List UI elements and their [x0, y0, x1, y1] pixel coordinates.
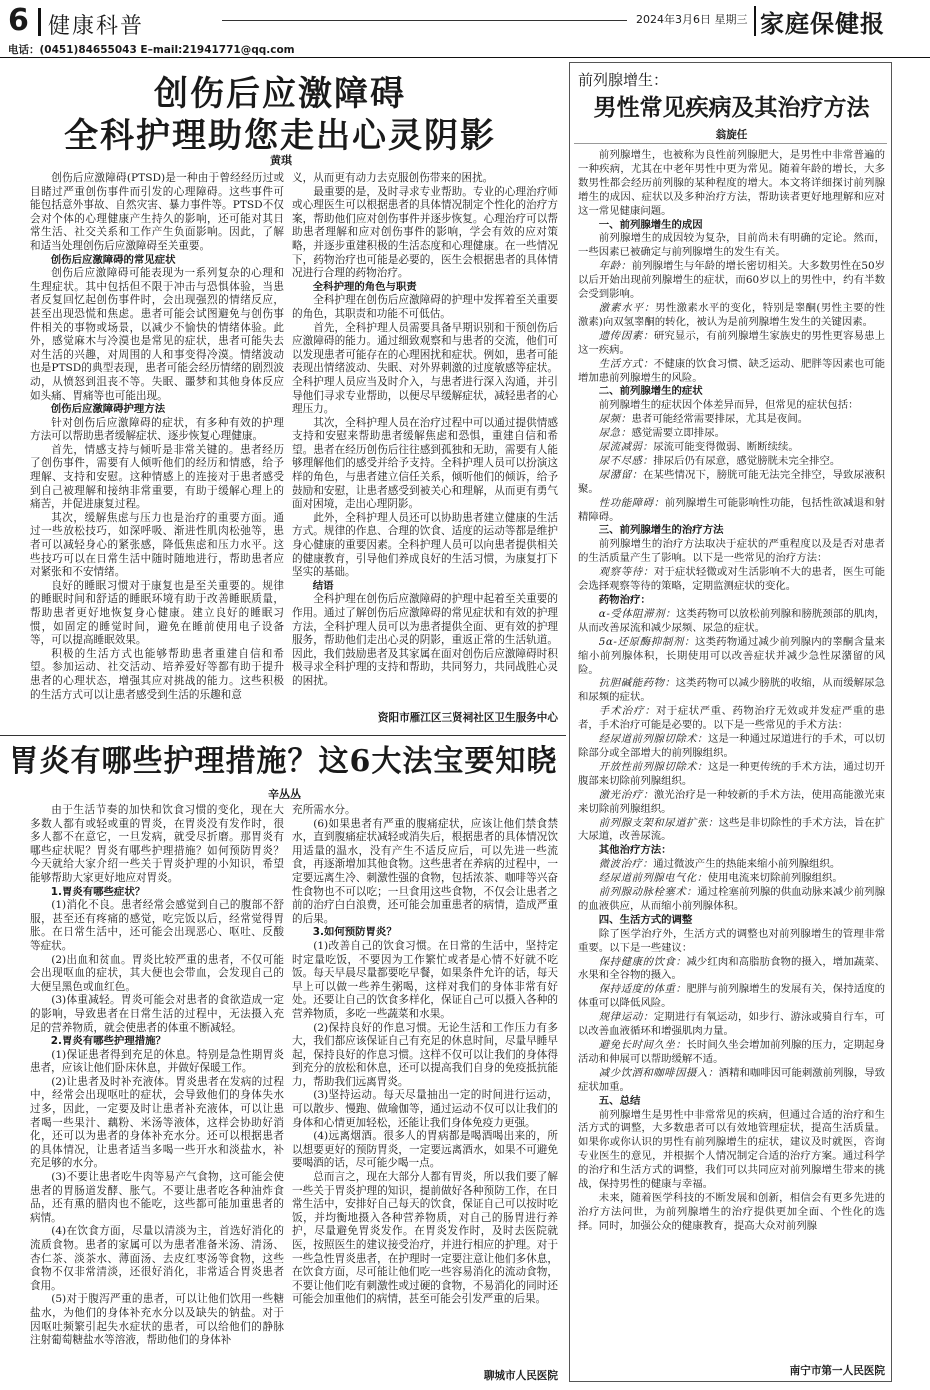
list-item: [578, 455, 885, 469]
list-item: [578, 886, 885, 914]
paragraph: 前列腺增生，也被称为良性前列腺肥大，是男性中非常普遍的一种疾病，尤其在中老年男性中更为常见。随着年龄的增长，大多数男性都会经历前列腺的某种程度的增大。本文将详细探讨前列腺增生的成因、症状以及多种治疗方法，帮助读者更好地理解和应对这一常见健康问题。: [578, 149, 885, 217]
list-item-term: 5α-还原酶抑制剂：: [598, 635, 696, 648]
list-item-text: 这类药物可以放松前列腺和膀胱颈部的肌肉，从而改善尿流和减少尿频、尿急的症状。: [578, 607, 885, 634]
paragraph: (1)改善自己的饮食习惯。在日常的生活中，坚持定时定量吃饭，不要因为工作繁忙或者是心情不好就不吃饭。每天早晨尽量都要吃早餐，如果条件允许的话，每天早上可以做一些养生粥喝，这样对我们的身体非常有好处。还要让自己的饮食多样化，保证自己可以摄入各种的营养物质，多吃一些蔬菜和水果。: [292, 939, 558, 1020]
paragraph: 首先，情感支持与倾听是非常关键的。患者经历了创伤事件，需要有人倾听他们的经历和情感，给予理解、支持和安慰。这种情感上的连接对于患者感受到自己被理解和接纳非常重要，有助于缓解心理上的痛苦，并促进康复过程。: [30, 443, 284, 511]
list-item-text: 对于症状严重、药物治疗无效或并发症严重的患者，手术治疗可能是必要的。以下是一些常见的手术方法：: [578, 705, 886, 732]
paragraph: (2)保持良好的作息习惯。无论生活和工作压力有多大，我们都应该保证自己有充足的休息时间，尽量早睡早起，保持良好的作息习惯。这样不仅可以让我们的身体得到充分的放松和休息，还可以提高我们自身的免疫抵抗能力，帮助我们远离胃炎。: [292, 1021, 558, 1088]
list-item-text: 通过微波产生的热能来缩小前列腺组织。: [653, 858, 841, 871]
article-prostate-rule: [574, 143, 887, 144]
section-heading: 1.胃炎有哪些症状？: [50, 885, 146, 898]
list-item-text: 激光治疗是一种较新的手术方法，使用高能激光束来切除前列腺组织。: [578, 788, 886, 815]
list-item: [578, 761, 885, 789]
article-gastritis-title: 胃炎有哪些护理措施？这6大法宝要知晓: [8, 744, 558, 779]
list-item: [578, 413, 885, 427]
list-item-text: 肥胖与前列腺增生的发展有关，保持适度的体重可以降低风险。: [578, 983, 886, 1010]
article-prostate-box: [569, 62, 892, 1382]
article-gastritis-column-2: [292, 804, 558, 1307]
section-heading: 四、生活方式的调整: [598, 913, 693, 926]
list-item-text: 研究显示，有前列腺增生家族史的男性更容易患上这一疾病。: [578, 329, 886, 356]
list-item-text: 前列腺增生与年龄的增长密切相关。大多数男性在50岁以后开始出现前列腺增生的症状，而60岁以上的男性中，约有半数会受到影响。: [578, 260, 885, 301]
paragraph: 充所需水分。: [292, 804, 356, 816]
list-item-term: 尿流减弱：: [598, 441, 654, 454]
header-rule: [222, 20, 627, 21]
paragraph: (4)远离烟酒。很多人的胃病都是喝酒喝出来的，所以想要更好的预防胃炎，一定要远离酒水，如果不可避免要喝酒的话，尽可能少喝一点。: [292, 1130, 558, 1170]
paragraph: 创伤后应激障碍可能表现为一系列复杂的心理和生理症状。其中包括但不限于冲击与恐惧体验，当患者反复回忆起创伤事件时，会出现强烈的情绪反应，甚至出现恐慌和焦虑。患者可能会试图避免与创伤事件相关的事物或场景，以减少不愉快的情绪体验。此外，感觉麻木与冷漠也是常见的症状，患者可能失去对生活的兴趣，对周围的人和事变得冷漠。情绪波动也是PTSD的典型表现，患者可能会经历情绪的剧烈波动，从愤怒到沮丧不等。失眠、噩梦和其他身体反应如头痛、胃痛等也可能出现。: [30, 267, 284, 402]
list-item-text: 使用电流来切除前列腺组织。: [707, 872, 843, 885]
list-item-term: 年龄：: [598, 260, 632, 273]
list-item: [578, 636, 885, 678]
list-item: [578, 566, 885, 594]
paragraph: 全科护理在创伤后应激障碍的护理中发挥着至关重要的角色，其职责和功能不可低估。: [292, 294, 558, 320]
contact-rule: [0, 57, 930, 58]
list-item-term: 手术治疗：: [598, 705, 656, 718]
subsection-heading: 药物治疗：: [598, 594, 651, 606]
paragraph: (3)不要让患者吃牛肉等易产气食物，这可能会使患者的胃肠道发酵、胀气。不要让患者吃各种油炸食品，还有熏的腊肉也不能吃，这些都可能加重患者的病情。: [30, 1171, 284, 1224]
article-divider: [0, 735, 566, 736]
paragraph: 全科护理在创伤后应激障碍的护理中起着至关重要的作用。通过了解创伤后应激障碍的常见症状和有效的护理方法，全科护理人员可以为患者提供全面、更有效的护理服务，帮助他们走出心灵的阴影，重返正常的生活轨道。因此，我们鼓励患者及其家属在面对创伤后应激障碍时积极寻求全科护理的支持和帮助，共同努力，共同战胜心灵的困扰。: [292, 593, 558, 687]
list-item-term: 尿不尽感：: [598, 454, 654, 467]
list-item-text: 这是一种通过尿道进行的手术，可以切除部分或全部增大的前列腺组织。: [578, 733, 886, 759]
list-item-term: 保持健康的饮食：: [598, 955, 687, 968]
paragraph: 其次，缓解焦虑与压力也是治疗的重要方面。通过一些放松技巧，如深呼吸、渐进性肌肉松弛等，患者可以减轻身心的紧张感，降低焦虑和压力水平。这些技巧可以在日常生活中随时随地进行，帮助患者应对紧张和不安情绪。: [30, 511, 284, 579]
list-item-term: 开放性前列腺切除术：: [598, 760, 708, 773]
paragraph: 总而言之，现在大部分人都有胃炎，所以我们要了解一些关于胃炎护理的知识，提前做好各种预防工作，在日常生活中，安排好自己每天的饮食，保证自己可以按时吃饭，并均衡地摄入各种营养物质，对自己的肠胃进行养护，尽量避免胃炎发作。在胃炎发作时，及时去医院就医，按照医生的建议接受治疗，并进行相应的护理。对于一些急性胃炎患者，在护理时一定要注意让他们多休息，在饮食方面，尽可能让他们吃一些容易消化的流动食物，不要让他们吃有刺激性或过硬的食物，不易消化的同时还可能会加重他们的病情，甚至可能会引发严重的后果。: [292, 1171, 558, 1306]
list-item-term: 规律运动：: [598, 1011, 654, 1024]
paragraph: 针对创伤后应激障碍的症状，有多种有效的护理方法可以帮助患者缓解症状、逐步恢复心理健康。: [30, 416, 284, 443]
list-item-text: 这类药物可以减少膀胱的收缩，从而缓解尿急和尿频的症状。: [578, 677, 886, 704]
list-item-term: 抗胆碱能药物：: [598, 677, 676, 690]
masthead: [0, 0, 930, 58]
list-item-term: 激素水平：: [598, 301, 656, 314]
list-item-term: 激光治疗：: [598, 788, 654, 801]
article-prostate-source: 南宁市第一人民医院: [789, 1365, 885, 1377]
list-item: [578, 302, 885, 330]
article-gastritis-column-1: [30, 804, 284, 1348]
article-ptsd-title-line2: 全科护理助您走出心灵阴影: [64, 116, 496, 156]
paragraph: (3)体重减轻。胃炎可能会对患者的食欲造成一定的影响，导致患者在日常生活的过程中，无法摄入充足的营养物质，就会使患者的体重不断减轻。: [30, 994, 284, 1034]
section-heading: 一、前列腺增生的成因: [598, 218, 703, 231]
list-item-text: 尿流可能变得微弱、断断续续。: [653, 441, 799, 454]
paper-name: 家庭保健报: [760, 10, 885, 38]
list-item: [578, 608, 885, 636]
paragraph: (1)保证患者得到充足的休息。特别是急性期胃炎患者，应该让他们卧床休息，并做好保暖工作。: [30, 1048, 284, 1075]
subsection-heading: 其他治疗方法：: [598, 844, 672, 857]
paragraph: (3)坚持运动。每天尽量抽出一定的时间进行运动，可以散步、慢跑、做瑜伽等，通过运动不仅可以让我们的身体和心情更加轻松，还能让我们身体免疫力更强。: [292, 1089, 558, 1129]
list-item-term: 经尿道前列腺切除术：: [598, 733, 708, 746]
list-item: [578, 705, 885, 733]
paragraph: 由于生活节奏的加快和饮食习惯的变化，现在大多数人都有或轻或重的胃炎，在胃炎没有发作时，很多人都不在意它，一旦发病，就受尽折磨。那胃炎有哪些症状呢？胃炎有哪些护理措施？如何预防胃炎？今天就给大家介绍一些关于胃炎护理的小知识，希望能够帮助大家更好地应对胃炎。: [30, 804, 284, 884]
paragraph: 除了医学治疗外，生活方式的调整也对前列腺增生的管理非常重要。以下是一些建议：: [578, 927, 885, 954]
paragraph: (5)对于腹泻严重的患者，可以让他们饮用一些糖盐水，为他们的身体补充水分以及缺失的钠盐。对于因呕吐频繁引起失水症状的患者，可以给他们的静脉注射葡萄糖盐水等溶液，帮助他们的身体补: [30, 1293, 284, 1347]
article-prostate-author: 翁旋任: [715, 129, 748, 141]
list-item: [578, 677, 885, 705]
list-item: [578, 358, 885, 386]
list-item-term: 遗传因素：: [598, 329, 654, 342]
article-ptsd-author: 黄琪: [270, 154, 292, 167]
paragraph: (6)如果患者有严重的腹痛症状，应该让他们禁食禁水，直到腹痛症状减轻或消失后，根据患者的具体情况饮用适量的温水，没有产生不适反应后，可以先进一些流食，再逐渐增加其他食物。这些患者在养病的过程中，一定要远离生冷、刺激性强的食物，包括浓茶、咖啡等兴奋性食物也不可以吃；一旦食用这些食物，不仅会让患者之前的治疗白白浪费，还可能会加重患者的病情，造成严重的后果。: [292, 817, 558, 925]
list-item: [578, 1039, 885, 1067]
list-item: [578, 497, 885, 525]
list-item-text: 这是一种更传统的手术方法，通过切开腹部来切除前列腺组织。: [578, 760, 886, 787]
list-item-text: 减少红肉和高脂肪食物的摄入，增加蔬菜、水果和全谷物的摄入。: [578, 955, 886, 982]
list-item: [578, 469, 885, 497]
list-item-term: 尿急：: [598, 427, 632, 440]
list-item-term: 前列腺支架和尿道扩张：: [598, 816, 719, 829]
list-item: [578, 858, 885, 872]
list-item: [578, 872, 885, 886]
section-heading: 二、前列腺增生的症状: [598, 385, 703, 398]
paragraph: 此外，全科护理人员还可以协助患者建立健康的生活方式。规律的作息、合理的饮食、适度的运动等都是维护身心健康的重要因素。全科护理人员可以向患者提供相关的健康教育，引导他们养成良好的生活习惯，为康复打下坚实的基础。: [292, 511, 558, 579]
list-item: [578, 260, 885, 302]
list-item-term: 微波治疗：: [598, 858, 654, 871]
list-item-term: 观察等待：: [598, 566, 654, 579]
article-gastritis-author: 辛丛丛: [268, 788, 301, 801]
section-heading: 创伤后应激障碍护理方法: [50, 403, 166, 416]
paragraph: 未来，随着医学科技的不断发展和创新，相信会有更多先进的治疗方法问世，为前列腺增生的治疗提供更加全面、个性化的选择。同时，加强公众的健康教育，提高大众对前列腺: [578, 1191, 885, 1232]
list-item-text: 定期进行有氧运动，如步行、游泳或骑自行车，可以改善血液循环和增强肌肉力量。: [578, 1011, 886, 1038]
section-heading: 结语: [312, 579, 334, 592]
paragraph: 其次，全科护理人员在治疗过程中可以通过提供情感支持和安慰来帮助患者缓解焦虑和恐惧，重建自信和希望。患者在经历创伤后往往感到孤独和无助，需要有人能够理解他们的感受并给予支持。全科护理人员可以扮演这样的角色，与患者建立信任关系，倾听他们的倾诉，给予鼓励和安慰，让患者感受到被关心和理解，从而更有勇气面对困境，走出心理阴影。: [292, 416, 558, 511]
list-item: [578, 983, 885, 1011]
page-number-divider: [38, 8, 41, 36]
article-prostate-title: 男性常见疾病及其治疗方法: [593, 94, 870, 121]
list-item: [578, 733, 885, 761]
list-item-text: 前列腺增生可能影响性功能，包括性欲减退和射精障碍。: [578, 496, 886, 523]
list-item-text: 通过栓塞前列腺的供血动脉来减少前列腺的血液供应，从而缩小前列腺体积。: [578, 886, 886, 912]
list-item-text: 患者可能经常需要排尿，尤其是夜间。: [631, 413, 809, 426]
paragraph: (2)让患者及时补充液体。胃炎患者在发病的过程中，经常会出现呕吐的症状，会导致他们的身体失水过多，因此，一定要及时让患者补充液体，可以让患者喝一些果汁、藕粉、米汤等液体，这样会协助好消化，还可以为患者的身体补充水分。还可以根据患者的具体情况，让患者适当多喝一些开水和淡盐水，补充足够的水分。: [30, 1075, 284, 1170]
list-item-term: 保持适度的体重：: [598, 983, 687, 996]
paragraph: (2)出血和贫血。胃炎比较严重的患者，不仅可能会出现呕血的症状，其大便也会带血，会发现自己的大便呈黑色或血红色。: [30, 953, 284, 993]
list-item: [578, 817, 885, 845]
list-item-text: 感觉需要立即排尿。: [631, 427, 725, 440]
list-item-text: 在某些情况下，膀胱可能无法完全排空，导致尿液积聚。: [578, 468, 885, 495]
list-item-text: 这些是非切除性的手术方法，旨在扩大尿道，改善尿流。: [578, 816, 886, 843]
paragraph: (4)在饮食方面，尽量以清淡为主，首选好消化的流质食物。患者的家属可以为患者准备米汤、清汤、杏仁茶、淡茶水、薄面汤、去皮红枣汤等食物，这些食物不仅非常清淡，还很好消化，非常适合胃炎患者食用。: [30, 1225, 284, 1292]
paragraph: 前列腺增生是男性中非常常见的疾病，但通过合适的治疗和生活方式的调整，大多数患者可以有效地管理症状，提高生活质量。如果你或你认识的男性有前列腺增生的症状，建议及时就医，咨询专业医生的意见，并根据个人情况制定合适的治疗方案。通过科学的治疗和生活方式的调整，我们可以共同应对前列腺增生带来的挑战，保持男性的健康与幸福。: [578, 1108, 885, 1191]
paragraph: 首先，全科护理人员需要具备早期识别和干预创伤后应激障碍的能力。通过细致观察和与患者的交流，他们可以发现患者可能存在的心理困扰和症状。例如，患者可能表现出情绪波动、失眠、对外界刺激的过度敏感等症状。全科护理人员应当及时介入，与患者进行深入沟通，并引导他们寻求专业帮助，以便尽早缓解症状，减轻患者的心理压力。: [292, 321, 558, 416]
list-item: [578, 1067, 885, 1095]
article-gastritis-source: 聊城市人民医院: [483, 1370, 558, 1382]
list-item-term: 避免长时间久坐：: [598, 1039, 687, 1051]
section-heading: 创伤后应激障碍的常见症状: [50, 253, 176, 266]
paragraph: 良好的睡眠习惯对于康复也是至关重要的。规律的睡眠时间和舒适的睡眠环境有助于改善睡眠质量，帮助患者更好地恢复身心健康。建立良好的睡眠习惯，如固定的睡觉时间，避免在睡前使用电子设备等，可以提高睡眠效果。: [30, 579, 284, 647]
list-item: [578, 427, 885, 441]
section-heading: 三、前列腺增生的治疗方法: [598, 524, 724, 537]
page-number: 6: [8, 3, 29, 38]
paragraph: 积极的生活方式也能够帮助患者重建自信和希望。参加运动、社交活动、培养爱好等都有助于提升患者的心理状态，增强其应对挑战的能力。这些积极的生活方式可以让患者感受到生活的乐趣和意: [30, 647, 284, 701]
article-prostate-kicker: 前列腺增生：: [578, 71, 669, 89]
paragraph: 前列腺增生的成因较为复杂，目前尚未有明确的定论。然而，一些因素已被确定与前列腺增生的发生有关。: [578, 232, 885, 259]
list-item: [578, 789, 885, 817]
section-heading: 五、总结: [598, 1094, 641, 1107]
paragraph: 创伤后应激障碍(PTSD)是一种由于曾经经历过或目睹过严重创伤事件而引发的心理障碍。这些事件可能包括意外事故、自然灾害、暴力事件等。PTSD不仅会对个体的心理健康产生持久的影响，还可能对其日常生活、社交关系和工作产生负面影响。因此，了解和适当处理创伤后应激障碍至关重要。: [30, 172, 284, 252]
list-item-term: 生活方式：: [598, 357, 654, 370]
article-prostate-body: [578, 149, 885, 1234]
list-item: [578, 330, 885, 358]
list-item-text: 排尿后仍有尿意，感觉膀胱未完全排空。: [653, 454, 841, 467]
article-ptsd-source: 资阳市雁江区三贤祠社区卫生服务中心: [377, 712, 558, 724]
contact-info: 电话：(0451)84655043 E–mail:21941771@qq.com: [8, 44, 295, 56]
list-item-text: 长时间久坐会增加前列腺的压力，定期起身活动和伸展可以帮助缓解不适。: [578, 1039, 886, 1065]
paper-name-divider: [754, 6, 756, 36]
list-item-term: 前列腺动脉栓塞术：: [598, 886, 698, 899]
list-item-text: 这类药物通过减少前列腺内的睾酮含量来缩小前列腺体积，长期使用可以改善症状并减少急性尿潴留的风险。: [578, 635, 885, 676]
article-ptsd-column-2: [292, 172, 558, 689]
article-ptsd-title-line1: 创伤后应激障碍: [154, 74, 406, 114]
paragraph: 前列腺增生的治疗方法取决于症状的严重程度以及是否对患者的生活质量产生了影响。以下是一些常见的治疗方法：: [578, 538, 885, 565]
list-item-text: 男性激素水平的变化，特别是睾酮(男性主要的性激素)向双氢睾酮的转化，被认为是前列腺增生发生的关键因素。: [578, 301, 885, 328]
list-item: [578, 441, 885, 455]
section-heading: 2.胃炎有哪些护理措施？: [50, 1035, 166, 1048]
section-name: 健康科普: [48, 14, 145, 39]
section-heading: 3.如何预防胃炎？: [312, 926, 397, 939]
paragraph: 义，从而更有动力去克服创伤带来的困扰。: [292, 172, 494, 184]
paragraph: 最重要的是，及时寻求专业帮助。专业的心理治疗师或心理医生可以根据患者的具体情况制定个性化的治疗方案，帮助他们应对创伤事件并逐步恢复。心理治疗可以帮助患者理解和应对创伤事件的影响，学会有效的应对策略，并逐步重建积极的生活态度和心理健康。在一些情况下，药物治疗也可能是必要的，医生会根据患者的具体情况进行合理的药物治疗。: [292, 185, 558, 280]
list-item-text: 不健康的饮食习惯、缺乏运动、肥胖等因素也可能增加患前列腺增生的风险。: [578, 357, 886, 384]
list-item-text: 对于症状轻微或对生活影响不大的患者，医生可能会选择观察等待的策略，定期监测症状的变化。: [578, 566, 886, 593]
paragraph: 前列腺增生的症状因个体差异而异，但常见的症状包括：: [598, 399, 859, 412]
list-item-term: 减少饮酒和咖啡因摄入：: [598, 1066, 719, 1079]
list-item: [578, 1011, 885, 1039]
list-item-term: α-受体阻滞剂：: [598, 607, 677, 620]
list-item-term: 尿频：: [598, 413, 632, 426]
list-item-term: 尿潴留：: [598, 468, 643, 481]
list-item-term: 经尿道前列腺电气化：: [598, 872, 708, 885]
list-item-text: 酒精和咖啡因可能刺激前列腺，导致症状加重。: [578, 1066, 886, 1093]
paragraph: (1)消化不良。患者经常会感觉到自己的腹部不舒服，甚至还有疼痛的感觉，吃完饭以后，经常觉得胃胀。在日常生活中，还可能会出现恶心、呕吐、反酸等症状。: [30, 899, 284, 952]
list-item-term: 性功能障碍：: [598, 496, 665, 509]
article-ptsd-column-1: [30, 172, 284, 702]
list-item: [578, 956, 885, 984]
section-heading: 全科护理的角色与职责: [312, 280, 417, 293]
issue-date: 2024年3月6日 星期三: [636, 13, 748, 26]
